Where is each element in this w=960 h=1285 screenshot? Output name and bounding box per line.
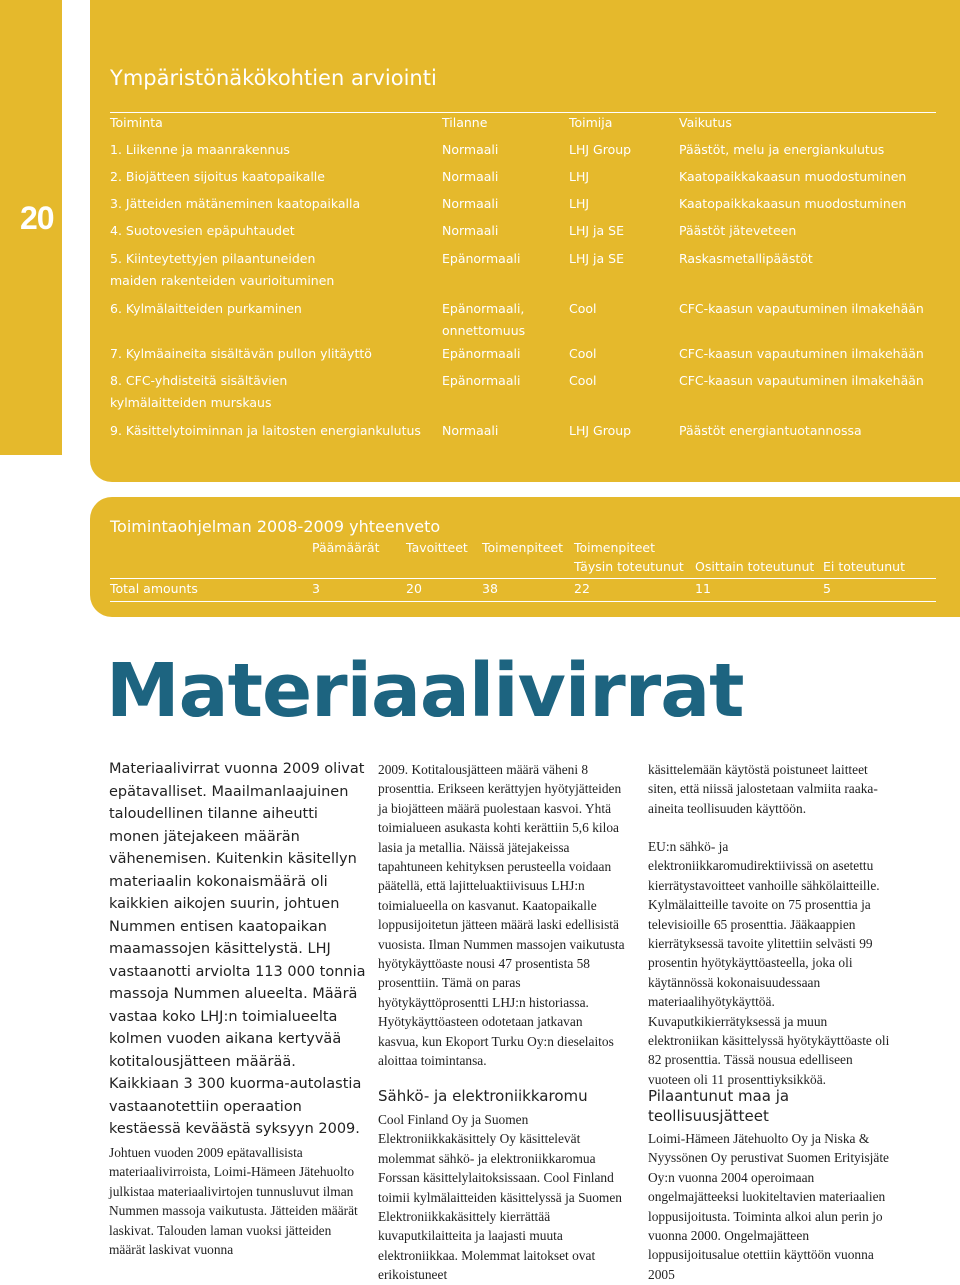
subhead-completed: Täysin toteutunut <box>574 559 684 574</box>
article-title: Materiaalivirrat <box>106 648 744 734</box>
col3-body3: Loimi-Hämeen Jätehuolto Oy ja Niska & Nyyssönen Oy perustivat Suomen Erityisjäte Oy:n vuonna 2004 operoimaan ongelmajätteeksi luokiteltavien materiaalien loppusijoitusta. Toiminta alkoi alun perin jo vuonna 2000. Ongelmajätteen loppusijoitusalue otettiin käyttöön vuonna 2005 <box>648 1131 889 1282</box>
subhead-not-completed: Ei toteutunut <box>823 559 905 574</box>
row-activity: 7. Kylmäaineita sisältävän pullon ylitäyttö <box>110 346 372 361</box>
program-rule-bottom <box>110 601 936 602</box>
row-activity: 4. Suotovesien epäpuhtaudet <box>110 223 295 238</box>
table-header-status: Tilanne <box>442 115 488 130</box>
program-summary-box <box>90 497 960 617</box>
col-head-actions-2: Toimenpiteet <box>574 540 656 555</box>
row-status: Epänormaali, <box>442 301 525 316</box>
col3-body: käsittelemään käytöstä poistuneet laitteet siten, että niissä jalostetaan valmiita raaka-aineita teollisuuden käyttöön. <box>648 762 878 816</box>
row-impact: Päästöt jäteveteen <box>679 223 797 238</box>
row-impact: Kaatopaikkakaasun muodostuminen <box>679 169 907 184</box>
row-impact: Kaatopaikkakaasun muodostuminen <box>679 196 907 211</box>
row-activity: 9. Käsittelytoiminnan ja laitosten energiankulutus <box>110 423 421 438</box>
row-actor: LHJ <box>569 196 590 211</box>
row-activity: kylmälaitteiden murskaus <box>110 395 272 410</box>
total-actions: 38 <box>482 581 498 596</box>
col2-body2: Cool Finland Oy ja Suomen Elektroniikkakäsittely Oy käsittelevät molemmat sähkö- ja elektroniikkaromua Forssan käsittelylaitoksissaan. Cool Finland toimii kylmälaitteiden käsittelyssä ja Suomen Elektroniikkakäsittely kierrättää kuvaputkilaitteita ja laajasti muuta elektroniikkaa. Molemmat laitokset ovat erikoistuneet <box>378 1112 622 1283</box>
page-number: 20 <box>20 200 54 236</box>
row-activity: 2. Biojätteen sijoitus kaatopaikalle <box>110 169 325 184</box>
row-activity: 1. Liikenne ja maanrakennus <box>110 142 290 157</box>
row-activity: 3. Jätteiden mätäneminen kaatopaikalla <box>110 196 361 211</box>
total-partial: 11 <box>695 581 711 596</box>
left-yellow-strip <box>0 0 62 455</box>
table-header-impact: Vaikutus <box>679 115 732 130</box>
row-impact: Päästöt energiantuotannossa <box>679 423 862 438</box>
environmental-assessment-box <box>90 0 960 482</box>
row-status: Epänormaali <box>442 251 521 266</box>
row-status: Normaali <box>442 423 499 438</box>
col2-body: 2009. Kotitalousjätteen määrä väheni 8 prosenttia. Erikseen kerättyjen hyötyjätteiden ja biojätteen määrä puolestaan kasvoi. Yhtä toimialueen asukasta kohti kerättiin 5,6 kiloa lasia ja metallia. Näissä jätejakeissa tapahtuneen kehityksen perusteella voidaan päätellä, että lajitteluaktiivisuus LHJ:n toimialueella on kasvanut. Kaatopaikalle loppusijoitetun jätteen määrä laski edellisistä vuosista. Ilman Nummen massojen vaikutusta hyötykäyttöaste nousi 47 prosentista 58 prosenttiin. Tämä on paras hyötykäyttöprosentti LHJ:n historiassa. Hyötykäyttöasteen odotetaan jatkavan kasvua, kun Ekoport Turku Oy:n dieselaitos aloittaa toimintansa. <box>378 762 625 1069</box>
table-header-activity: Toiminta <box>110 115 163 130</box>
row-status: Normaali <box>442 169 499 184</box>
row-actor: Cool <box>569 301 597 316</box>
row-impact: CFC-kaasun vapautuminen ilmakehään <box>679 346 924 361</box>
col-head-goals: Päämäärät <box>312 540 380 555</box>
col2-heading: Sähkö- ja elektroniikkaromu <box>378 1087 588 1105</box>
row-status: Normaali <box>442 196 499 211</box>
col-head-actions: Toimenpiteet <box>482 540 564 555</box>
row-actor: LHJ ja SE <box>569 223 624 238</box>
program-rule-top <box>110 578 936 579</box>
row-impact: Raskasmetallipäästöt <box>679 251 813 266</box>
row-actor: LHJ Group <box>569 423 632 438</box>
total-targets: 20 <box>406 581 422 596</box>
row-status: Normaali <box>442 223 499 238</box>
row-actor: LHJ Group <box>569 142 632 157</box>
row-status: Normaali <box>442 142 499 157</box>
row-status: Epänormaali <box>442 373 521 388</box>
assessment-title: Ympäristönäkökohtien arviointi <box>110 66 437 90</box>
total-not-completed: 5 <box>823 581 831 596</box>
col-head-targets: Tavoitteet <box>406 540 468 555</box>
col1-body: Johtuen vuoden 2009 epätavallisista materiaalivirroista, Loimi-Hämeen Jätehuolto julkistaa materiaalivirtojen tunnusluvut ilman Nummen massoja vaikutusta. Jätteiden määrät laskivat. Talouden laman vuoksi jätteiden määrät laskivat vuonna <box>109 1145 358 1258</box>
row-activity: 6. Kylmälaitteiden purkaminen <box>110 301 302 316</box>
total-completed: 22 <box>574 581 590 596</box>
row-status: onnettomuus <box>442 323 526 338</box>
total-label: Total amounts <box>110 581 198 596</box>
header-rule <box>110 112 936 113</box>
col3-heading: Pilaantunut maa ja teollisuusjätteet <box>648 1087 790 1125</box>
intro-paragraph: Materiaalivirrat vuonna 2009 olivat epätavalliset. Maailmanlaajuinen taloudellinen tilanne aiheutti monen jätejakeen määrän vähenemisen. Kuitenkin käsitellyn materiaalin kokonaismäärä oli kaikkien aikojen suurin, johtuen Nummen entisen kaatopaikan maamassojen käsittelystä. LHJ vastaanotti arviolta 113 000 tonnia massoja Nummen alueelta. Määrä vastaa koko LHJ:n toimialueelta kolmen vuoden aikana kertyvää kotitalousjätteen määrää. Kaikkiaan 3 300 kuorma-autolastia vastaanotettiin operaation kestäessä keväästä syksyyn 2009. <box>109 761 366 1137</box>
row-activity: maiden rakenteiden vaurioituminen <box>110 273 335 288</box>
row-impact: CFC-kaasun vapautuminen ilmakehään <box>679 301 924 316</box>
row-activity: 8. CFC-yhdisteitä sisältävien <box>110 373 288 388</box>
total-goals: 3 <box>312 581 320 596</box>
row-status: Epänormaali <box>442 346 521 361</box>
row-impact: Päästöt, melu ja energiankulutus <box>679 142 885 157</box>
row-actor: LHJ ja SE <box>569 251 624 266</box>
row-activity: 5. Kiinteytettyjen pilaantuneiden <box>110 251 316 266</box>
row-actor: Cool <box>569 346 597 361</box>
subhead-partial: Osittain toteutunut <box>695 559 815 574</box>
program-title: Toimintaohjelman 2008-2009 yhteenveto <box>110 517 441 536</box>
row-impact: CFC-kaasun vapautuminen ilmakehään <box>679 373 924 388</box>
table-header-actor: Toimija <box>569 115 613 130</box>
row-actor: LHJ <box>569 169 590 184</box>
row-actor: Cool <box>569 373 597 388</box>
col3-body2: EU:n sähkö- ja elektroniikkaromudirektiivissä on asetettu kierrätystavoitteet vanhoille sähkölaitteille. Kylmälaitteille tavoite on 75 prosenttia ja televisioille 65 prosenttia. Jääkaappien kierrätyksessä tavoite ylitettiin selvästi 99 prosentin hyötykäyttöasteella, joka oli käytännössä kokonaisuudessaan materiaalihyötykäyttöä. Kuvaputkikierrätyksessä ja muun elektroniikan käsittelyssä hyötykäyttöaste oli 82 prosenttia. Tässä nousua edelliseen vuoteen oli 11 prosenttiyksikköä. <box>648 839 890 1087</box>
